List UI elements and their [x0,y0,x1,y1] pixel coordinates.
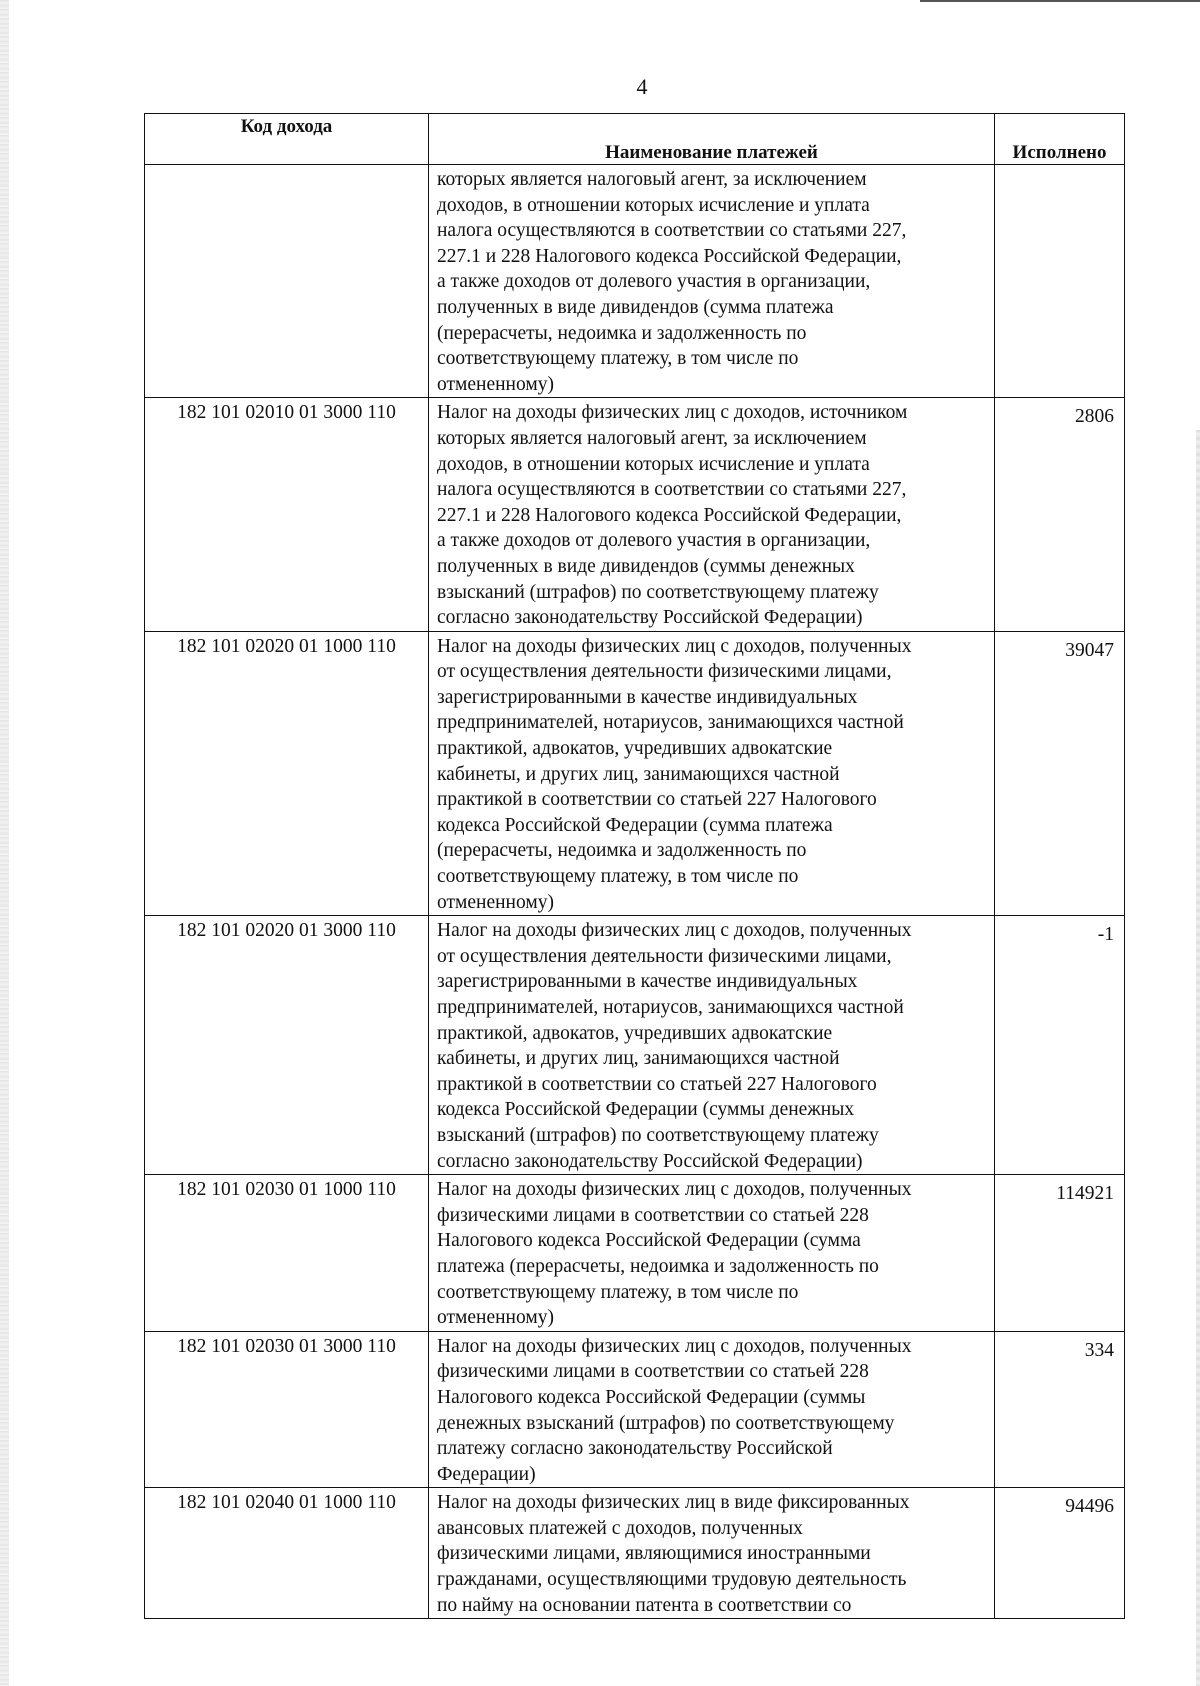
payment-name-line: кабинеты, и других лиц, занимающихся частной [437,763,840,785]
payment-name-cell [429,1488,995,1619]
payment-name-line: практикой, адвокатов, учредивших адвокатские [437,1022,833,1044]
table-row [145,1175,1125,1332]
payment-name-line: согласно законодательству Российской Федерации) [437,607,863,629]
payment-name-line: а также доходов от долевого участия в организации, [437,530,871,552]
payment-name-line: практикой, адвокатов, учредивших адвокатские [437,738,833,760]
executed-amount-cell [995,165,1125,398]
payment-name-line: физическими лицами в соответствии со статьей 228 [437,1204,869,1226]
table-row [145,165,1125,398]
payment-name-line: физическими лицами, являющимися иностранными [437,1543,871,1565]
payment-name-line: предпринимателей, нотариусов, занимающихся частной [437,997,904,1018]
income-code-cell [145,165,429,398]
payment-name-line: Налогового кодекса Российской Федерации (сумма [437,1230,861,1252]
payment-name-line: от осуществления деятельности физическими лицами, [437,945,892,967]
payment-name-line: (перерасчеты, недоимка и задолженность по [437,840,807,862]
payment-name-line: 227.1 и 228 Налогового кодекса Российской Федерации, [437,245,902,267]
payment-name-line: Налог на доходы физических лиц с доходов, источником [437,402,908,424]
income-code-cell: 182 101 02010 01 3000 110 [145,398,429,631]
payment-name-line: зарегистрированными в качестве индивидуальных [437,971,858,993]
payment-name-line: отмененному) [437,891,554,913]
payment-name-line: практикой в соответствии со статьей 227 Налогового [437,789,877,811]
payment-name-line: доходов, в отношении которых исчисление и уплата [437,194,870,216]
payment-name-line: Федерации) [437,1463,536,1485]
payment-name-line: взысканий (штрафов) по соответствующему платежу [437,581,879,603]
executed-amount-cell: -1 [995,916,1125,1175]
executed-amount-cell: 94496 [995,1488,1125,1619]
payment-name-line: которых является налоговый агент, за исключением [437,427,867,449]
income-code-cell: 182 101 02030 01 1000 110 [145,1175,429,1332]
executed-amount-cell: 114921 [995,1175,1125,1332]
payment-name-line: полученных в виде дивидендов (суммы денежных [437,555,855,577]
income-code-cell: 182 101 02020 01 1000 110 [145,631,429,916]
payment-name-line: физическими лицами в соответствии со статьей 228 [437,1361,869,1383]
table-row [145,1331,1125,1488]
payment-name-line: налога осуществляются в соответствии со статьями 227, [437,220,907,242]
payment-name-line: соответствующему платежу, в том числе по [437,348,799,370]
payment-name-line: зарегистрированными в качестве индивидуальных [437,686,858,708]
payment-name-line: предпринимателей, нотариусов, занимающихся частной [437,712,904,734]
payment-name-line: платежа (перерасчеты, недоимка и задолженность по [437,1255,879,1277]
payment-name-line: согласно законодательству Российской Федерации) [437,1150,863,1172]
table-row [145,1488,1125,1619]
executed-amount-cell: 2806 [995,398,1125,631]
payment-name-line: Налог на доходы физических лиц с доходов, полученных [437,1179,912,1201]
payment-name-line: а также доходов от долевого участия в организации, [437,271,871,293]
table-body [145,165,1125,1619]
payment-name-line: соответствующему платежу, в том числе по [437,1281,799,1303]
payment-name-line: Налог на доходы физических лиц с доходов, полученных [437,635,912,657]
payment-name-cell [429,398,995,631]
payment-name-line: Налог на доходы физических лиц с доходов, полученных [437,1335,912,1357]
header-name: Наименование платежей [429,114,995,165]
payment-name-cell [429,1331,995,1488]
income-code-cell: 182 101 02020 01 3000 110 [145,916,429,1175]
payment-name-line: Налог на доходы физических лиц с доходов, полученных [437,920,912,942]
payment-name-line: (перерасчеты, недоимка и задолженность по [437,322,807,344]
payment-name-line: практикой в соответствии со статьей 227 Налогового [437,1073,877,1095]
income-table [144,113,1125,1619]
payment-name-line: Налог на доходы физических лиц в виде фиксированных [437,1492,910,1514]
payment-name-line: 227.1 и 228 Налогового кодекса Российской Федерации, [437,504,902,526]
payment-name-cell [429,1175,995,1332]
payment-name-line: гражданами, осуществляющими трудовую деятельность [437,1569,907,1591]
payment-name-line: кодекса Российской Федерации (сумма платежа [437,814,833,836]
header-code: Код дохода [145,114,429,165]
income-code-cell: 182 101 02030 01 3000 110 [145,1331,429,1488]
payment-name-line: Налогового кодекса Российской Федерации (суммы [437,1386,866,1408]
payment-name-line: взысканий (штрафов) по соответствующему платежу [437,1124,879,1146]
payment-name-line: доходов, в отношении которых исчисление и уплата [437,453,870,475]
page-number: 4 [636,74,648,99]
payment-name-line: отмененному) [437,373,554,395]
income-code-cell: 182 101 02040 01 1000 110 [145,1488,429,1619]
executed-amount-cell: 334 [995,1331,1125,1488]
payment-name-cell [429,916,995,1175]
payment-name-line: полученных в виде дивидендов (сумма платежа [437,296,834,318]
payment-name-line: авансовых платежей с доходов, полученных [437,1517,803,1539]
payment-name-line: по найму на основании патента в соответствии со [437,1594,852,1616]
payment-name-line: от осуществления деятельности физическими лицами, [437,661,892,683]
payment-name-cell [429,165,995,398]
table-header-row [145,114,1125,165]
table-row [145,631,1125,916]
payment-name-line: соответствующему платежу, в том числе по [437,866,799,888]
payment-name-line: кабинеты, и других лиц, занимающихся частной [437,1048,840,1070]
scan-top-line [920,0,1200,2]
payment-name-line: платежу согласно законодательству Российской [437,1438,833,1460]
header-amount: Исполнено [995,114,1125,165]
table-row [145,398,1125,631]
table-row [145,916,1125,1175]
payment-name-line: которых является налоговый агент, за исключением [437,169,867,190]
payment-name-line: налога осуществляются в соответствии со статьями 227, [437,479,907,501]
payment-name-line: отмененному) [437,1307,554,1329]
scan-edge-left [0,0,9,1686]
scan-edge-right [1196,430,1200,1686]
payment-name-line: кодекса Российской Федерации (суммы денежных [437,1099,855,1121]
payment-name-line: денежных взысканий (штрафов) по соответствующему [437,1412,895,1434]
payment-name-cell [429,631,995,916]
executed-amount-cell: 39047 [995,631,1125,916]
